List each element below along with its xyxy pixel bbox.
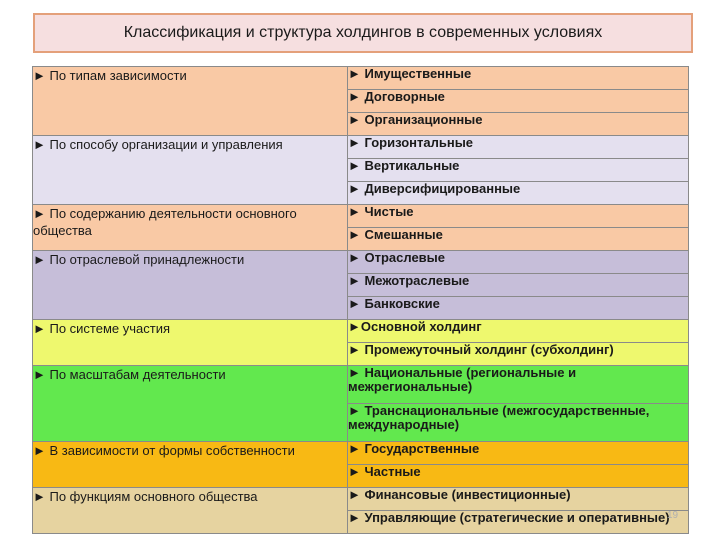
category-item: ► Имущественные — [348, 67, 689, 90]
category-item: ► Управляющие (стратегические и оперативные) — [348, 511, 689, 534]
category-label: ► По содержанию деятельности основного общества — [33, 205, 348, 251]
category-item: ► Финансовые (инвестиционные) — [348, 488, 689, 511]
category-item: ► Промежуточный холдинг (субхолдинг) — [348, 343, 689, 366]
category-item: ► Чистые — [348, 205, 689, 228]
table-row — [33, 136, 689, 159]
category-label: ► По типам зависимости — [33, 67, 348, 136]
category-item: ► Межотраслевые — [348, 274, 689, 297]
category-label: ► В зависимости от формы собственности — [33, 442, 348, 488]
category-label: ► По функциям основного общества — [33, 488, 348, 534]
category-item: ► Смешанные — [348, 228, 689, 251]
category-item: ► Частные — [348, 465, 689, 488]
page-title: Классификация и структура холдингов в современных условиях — [123, 24, 603, 41]
table-row — [33, 205, 689, 228]
category-label: ► По отраслевой принадлежности — [33, 251, 348, 320]
table-row — [33, 67, 689, 90]
category-item: ► Банковские — [348, 297, 689, 320]
table-row — [33, 366, 689, 404]
category-item: ► Горизонтальные — [348, 136, 689, 159]
table-row — [33, 251, 689, 274]
page-number: 19 — [667, 510, 679, 521]
category-item: ► Транснациональные (межгосударственные, международные) — [348, 404, 689, 442]
category-item: ►Основной холдинг — [348, 320, 689, 343]
category-label: ► По масштабам деятельности — [33, 366, 348, 442]
category-item: ► Отраслевые — [348, 251, 689, 274]
classification-table — [32, 66, 689, 534]
category-item: ► Договорные — [348, 90, 689, 113]
category-label: ► По системе участия — [33, 320, 348, 366]
table-row — [33, 320, 689, 343]
category-item: ► Национальные (региональные и межрегиональные) — [348, 366, 689, 404]
category-item: ► Диверсифицированные — [348, 182, 689, 205]
table-row — [33, 442, 689, 465]
category-item: ► Организационные — [348, 113, 689, 136]
category-item: ► Государственные — [348, 442, 689, 465]
category-item: ► Вертикальные — [348, 159, 689, 182]
category-label: ► По способу организации и управления — [33, 136, 348, 205]
table-row — [33, 488, 689, 511]
title-box — [33, 13, 693, 53]
